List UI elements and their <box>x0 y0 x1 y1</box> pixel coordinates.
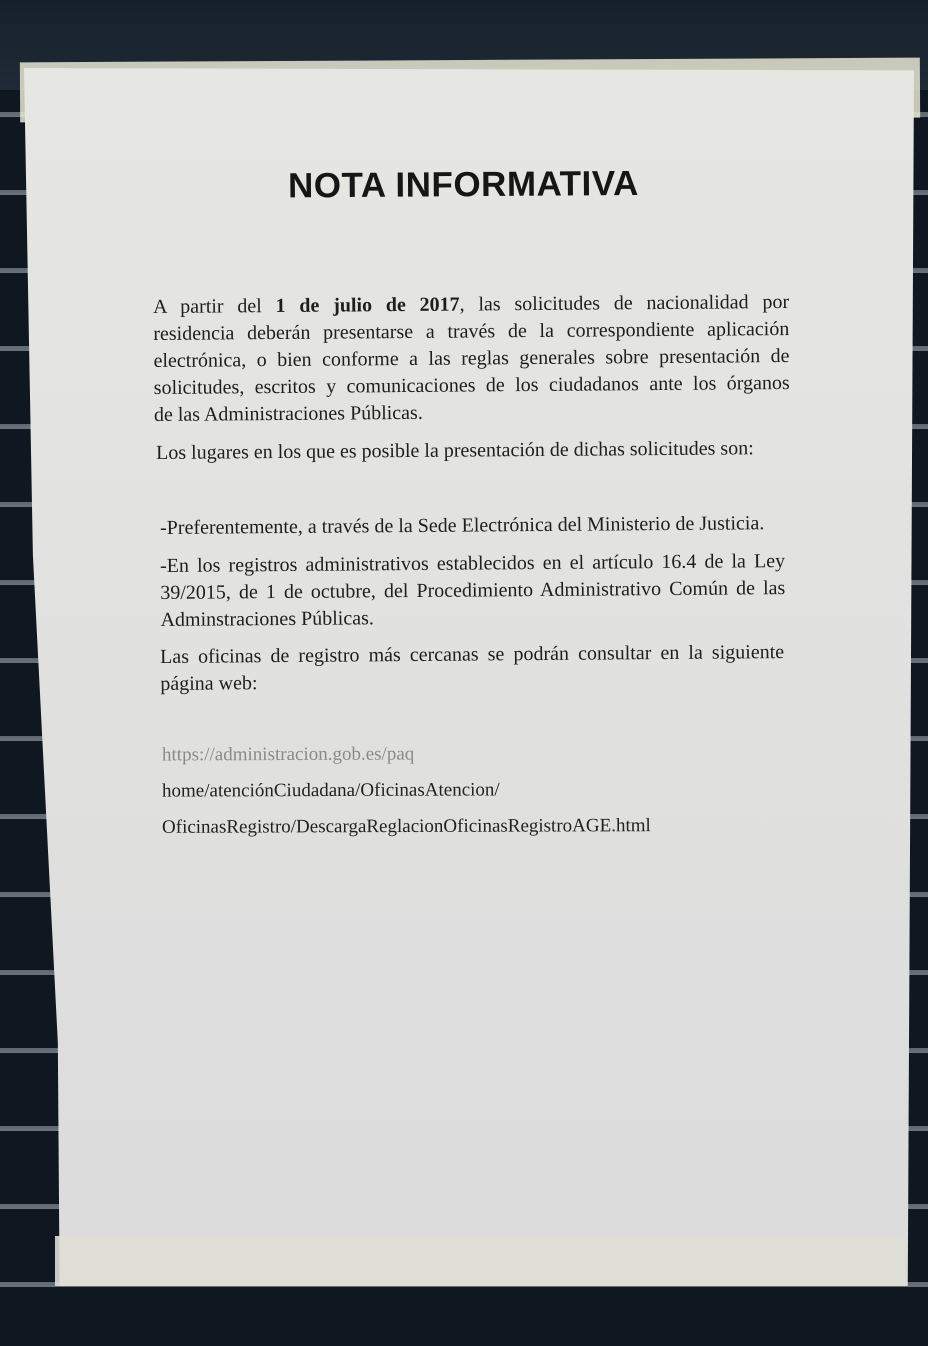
offices-paragraph: Las oficinas de registro más cercanas se podrán consultar en la siguiente página web: <box>160 641 785 695</box>
notice-title: NOTA INFORMATIVA <box>287 163 639 206</box>
url-line-3: OficinasRegistro/DescargaReglacionOficinasRegistroAGE.html <box>161 815 651 838</box>
places-intro: Los lugares en los que es posible la presentación de dichas solicitudes son: <box>156 437 754 464</box>
url-line-1: https://administracion.gob.es/paq <box>161 743 415 766</box>
intro-line-5: de las Administraciones Públicas. <box>153 401 423 426</box>
intro-line-4: solicitudes, escritos y comunicaciones de los ciudadanos ante los órganos <box>153 372 790 399</box>
intro-line-3: electrónica, o bien conforme a las reglas generales sobre presentación de <box>153 345 790 372</box>
intro-paragraph <box>153 289 790 429</box>
intro-date: 1 de julio de 2017 <box>275 293 460 318</box>
option-registros: -En los registros administrativos establecidos en el artículo 16.4 de la Ley 39/2015, de 1 de octubre, del Procedimiento Administrativo Común de las Adminstraciones Públicas. <box>160 550 786 631</box>
bottom-tape <box>55 1236 905 1286</box>
url-line-2: home/atenciónCiudadana/OficinasAtencion/ <box>161 779 500 802</box>
intro-line-1: A partir del 1 de julio de 2017, las solicitudes de nacionalidad por <box>153 291 790 318</box>
intro-line-2: residencia deberán presentarse a través de la correspondiente aplicación <box>153 318 790 345</box>
option-sede-electronica: -Preferentemente, a través de la Sede Electrónica del Ministerio de Justicia. <box>160 512 765 539</box>
